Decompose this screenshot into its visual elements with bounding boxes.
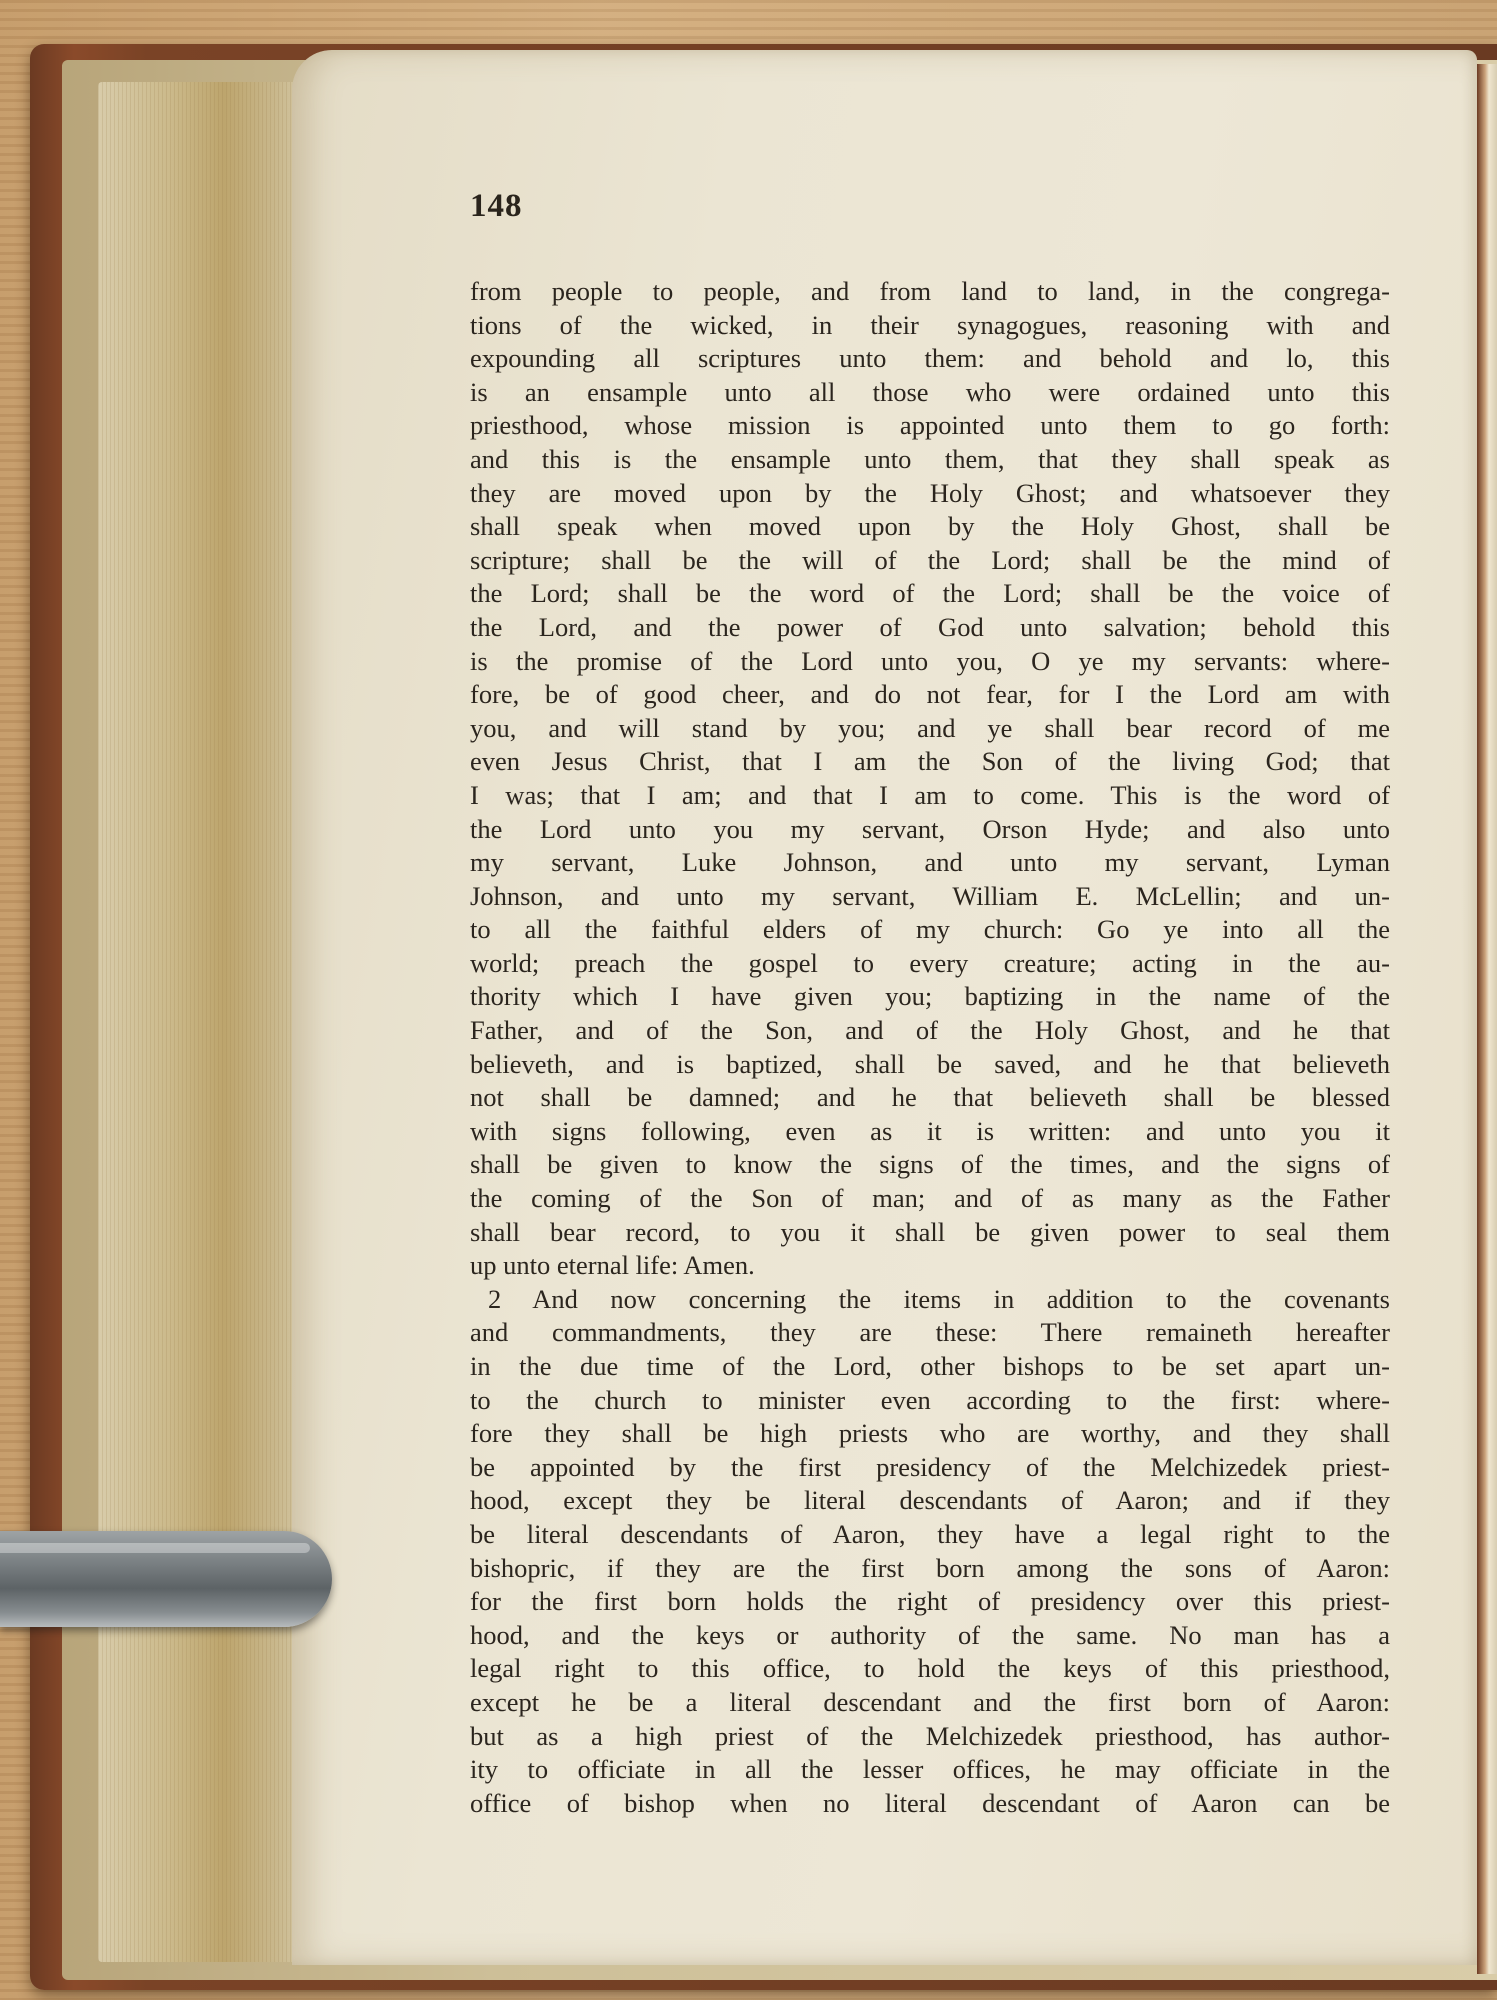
- text-line: for the first born holds the right of presidency over this priest-: [470, 1586, 1390, 1617]
- text-line: they are moved upon by the Holy Ghost; and whatsoever they: [470, 477, 1390, 508]
- metal-page-holder: [0, 1531, 332, 1627]
- text-line: shall be given to know the signs of the times, and the signs of: [470, 1149, 1390, 1180]
- text-line: hood, except they be literal descendants of Aaron; and if they: [470, 1485, 1390, 1516]
- text-line: shall speak when moved upon by the Holy Ghost, shall be: [470, 511, 1390, 542]
- text-line: believeth, and is baptized, shall be saved, and he that believeth: [470, 1048, 1390, 1079]
- text-line: office of bishop when no literal descendant of Aaron can be: [470, 1787, 1390, 1818]
- text-line: not shall be damned; and he that believeth shall be blessed: [470, 1082, 1390, 1113]
- text-line: Johnson, and unto my servant, William E. McLellin; and un-: [470, 880, 1390, 911]
- text-line: to the church to minister even according to the first: where-: [470, 1384, 1390, 1415]
- text-line: thority which I have given you; baptizing in the name of the: [470, 981, 1390, 1012]
- text-line: fore, be of good cheer, and do not fear, for I the Lord am with: [470, 679, 1390, 710]
- text-line: except he be a literal descendant and the first born of Aaron:: [470, 1686, 1390, 1717]
- page-number: 148: [470, 188, 523, 224]
- text-line: in the due time of the Lord, other bishops to be set apart un-: [470, 1351, 1390, 1381]
- text-line: fore they shall be high priests who are worthy, and they shall: [470, 1418, 1390, 1449]
- text-line: be appointed by the first presidency of the Melchizedek priest-: [470, 1451, 1390, 1482]
- text-line: world; preach the gospel to every creature; acting in the au-: [470, 947, 1390, 978]
- text-line: hood, and the keys or authority of the same. No man has a: [470, 1619, 1390, 1650]
- text-line: with signs following, even as it is written: and unto you it: [470, 1115, 1390, 1146]
- text-line: shall bear record, to you it shall be given power to seal them: [470, 1216, 1390, 1247]
- text-line: and this is the ensample unto them, that they shall speak as: [470, 443, 1390, 474]
- text-line: is an ensample unto all those who were ordained unto this: [470, 376, 1390, 407]
- text-line: from people to people, and from land to land, in the congrega-: [470, 276, 1390, 306]
- page-text: [470, 275, 1390, 1820]
- text-line: I was; that I am; and that I am to come. This is the word of: [470, 779, 1390, 810]
- text-line: the Lord; shall be the word of the Lord; shall be the voice of: [470, 578, 1390, 609]
- text-line: the Lord unto you my servant, Orson Hyde; and also unto: [470, 813, 1390, 844]
- text-line: the Lord, and the power of God unto salvation; behold this: [470, 611, 1390, 642]
- text-line: bishopric, if they are the first born among the sons of Aaron:: [470, 1552, 1390, 1583]
- text-line: is the promise of the Lord unto you, O ye my servants: where-: [470, 645, 1390, 676]
- text-line: even Jesus Christ, that I am the Son of the living God; that: [470, 746, 1390, 777]
- text-line: Father, and of the Son, and of the Holy Ghost, and he that: [470, 1015, 1390, 1046]
- text-line: priesthood, whose mission is appointed unto them to go forth:: [470, 410, 1390, 441]
- text-line: ity to officiate in all the lesser offices, he may officiate in the: [470, 1754, 1390, 1785]
- text-line: but as a high priest of the Melchizedek priesthood, has author-: [470, 1720, 1390, 1751]
- page-edges: [98, 82, 308, 1962]
- text-line: you, and will stand by you; and ye shall bear record of me: [470, 712, 1390, 743]
- text-line: the coming of the Son of man; and of as many as the Father: [470, 1183, 1390, 1214]
- facing-page-edge: [1477, 64, 1497, 1974]
- text-line: be literal descendants of Aaron, they have a legal right to the: [470, 1518, 1390, 1549]
- text-line: legal right to this office, to hold the keys of this priesthood,: [470, 1653, 1390, 1684]
- text-line: tions of the wicked, in their synagogues, reasoning with and: [470, 309, 1390, 340]
- text-line: expounding all scriptures unto them: and behold and lo, this: [470, 343, 1390, 374]
- text-line: 2 And now concerning the items in addition to the covenants: [488, 1283, 1390, 1314]
- text-line: and commandments, they are these: There remaineth hereafter: [470, 1317, 1390, 1348]
- text-line: to all the faithful elders of my church: Go ye into all the: [470, 914, 1390, 945]
- text-line: my servant, Luke Johnson, and unto my servant, Lyman: [470, 847, 1390, 878]
- text-line: up unto eternal life: Amen.: [470, 1250, 755, 1281]
- text-line: scripture; shall be the will of the Lord; shall be the mind of: [470, 544, 1390, 575]
